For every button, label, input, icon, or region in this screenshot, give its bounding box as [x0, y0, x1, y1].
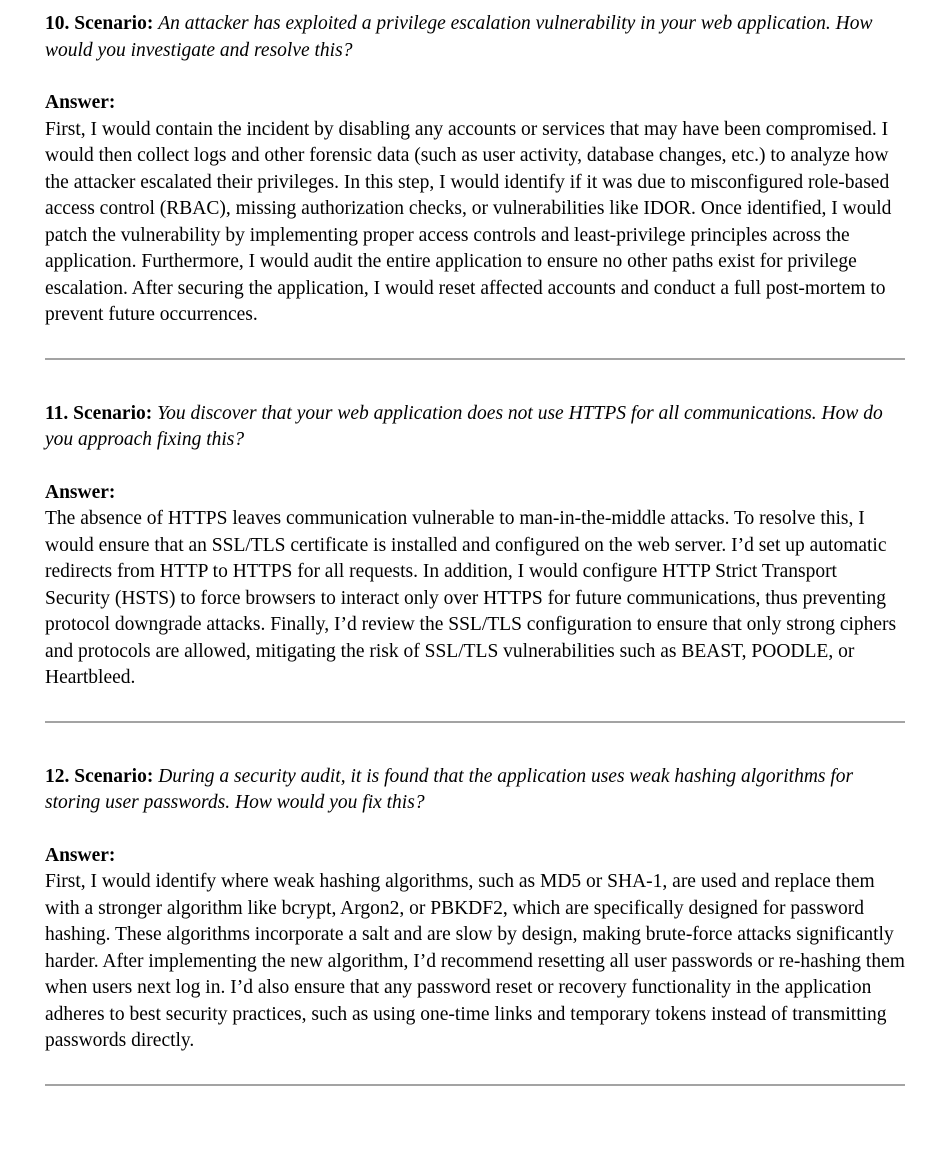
scenario-text: An attacker has exploited a privilege escalation vulnerability in your web application. How would you investigate and resolve this? — [45, 13, 873, 61]
answer-text: First, I would contain the incident by disabling any accounts or services that may have been compromised. I would then collect logs and other forensic data (such as user activity, database changes, etc.) to analyze how the attacker escalated their privileges. In this step, I would identify if it was due to misconfigured role-based access control (RBAC), missing authorization checks, or vulnerabilities like IDOR. Once identified, I would patch the vulnerability by implementing proper access controls and least-privilege principles across the application. Furthermore, I would audit the entire application to ensure no other paths exist for privilege escalation. After securing the application, I would reset affected accounts and conduct a full post-mortem to prevent future occurrences. — [45, 118, 892, 325]
scenario-text: You discover that your web application does not use HTTPS for all communications. How do you approach fixing this? — [45, 402, 883, 450]
scenario-label: 12. Scenario: — [45, 765, 154, 787]
qa-item-11 — [45, 401, 905, 723]
section-divider — [45, 1084, 905, 1086]
scenario-label: 10. Scenario: — [45, 13, 154, 34]
answer-paragraph — [45, 90, 905, 329]
qa-item-10 — [45, 11, 905, 360]
scenario-text: During a security audit, it is found that the application uses weak hashing algorithms for storing user passwords. How would you fix this? — [45, 765, 854, 813]
answer-label: Answer: — [45, 844, 116, 866]
scenario-paragraph — [45, 401, 905, 454]
answer-paragraph — [45, 480, 905, 692]
section-divider — [45, 721, 905, 723]
scenario-label: 11. Scenario: — [45, 402, 153, 424]
scenario-paragraph — [45, 11, 905, 64]
answer-label: Answer: — [45, 481, 116, 503]
answer-paragraph — [45, 843, 905, 1055]
scenario-paragraph — [45, 764, 905, 817]
qa-item-12 — [45, 764, 905, 1086]
answer-label: Answer: — [45, 92, 116, 113]
answer-text: First, I would identify where weak hashing algorithms, such as MD5 or SHA-1, are used and replace them with a stronger algorithm like bcrypt, Argon2, or PBKDF2, which are specifically designed for password hashing. These algorithms incorporate a salt and are slow by design, making brute-force attacks significantly harder. After implementing the new algorithm, I’d recommend resetting all user passwords or re-hashing them when users next log in. I’d also ensure that any password reset or recovery functionality in the application adheres to best security practices, such as using one-time links and temporary tokens instead of transmitting passwords directly. — [45, 871, 905, 1051]
answer-text: The absence of HTTPS leaves communication vulnerable to man-in-the-middle attacks. To resolve this, I would ensure that an SSL/TLS certificate is installed and configured on the web server. I’d set up automatic redirects from HTTP to HTTPS for all requests. In addition, I would configure HTTP Strict Transport Security (HSTS) to force browsers to interact only over HTTPS for future communications, thus preventing protocol downgrade attacks. Finally, I’d review the SSL/TLS configuration to ensure that only strong ciphers and protocols are allowed, mitigating the risk of SSL/TLS vulnerabilities such as BEAST, POODLE, or Heartbleed. — [45, 508, 897, 688]
section-divider — [45, 358, 905, 360]
